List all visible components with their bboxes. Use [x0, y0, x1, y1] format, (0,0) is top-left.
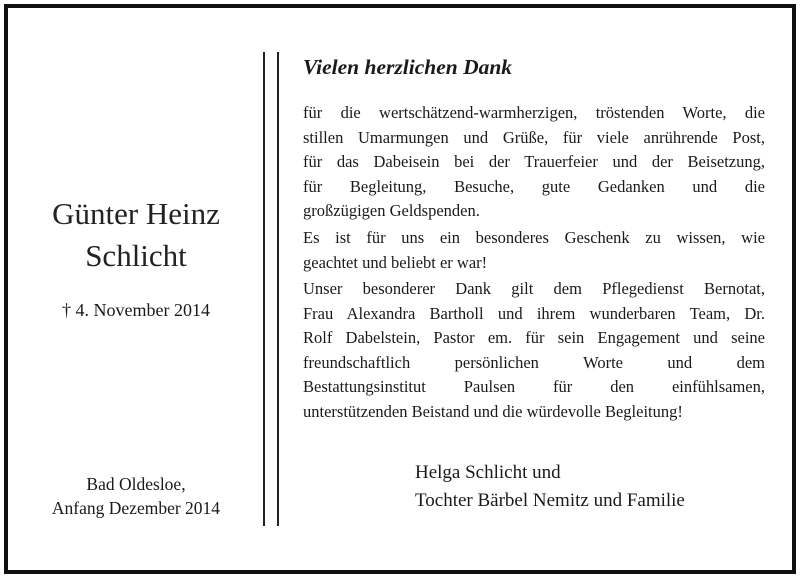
text-line: geachtet und beliebt er war!: [303, 252, 488, 272]
thank-you-text-column: [300, 8, 768, 570]
text-line: für Begleitung, Besuche, gute Gedanken und die: [303, 176, 765, 196]
obituary-thank-you-notice: [4, 4, 796, 574]
thank-you-heading: Vielen herzlichen Dank: [303, 55, 513, 79]
text-line: Rolf Dabelstein, Pastor em. für sein Engagement und seine: [303, 328, 765, 347]
place: Bad Oldesloe,: [86, 474, 186, 494]
text-line: Unser besonderer Dank gilt dem Pflegedienst Bernotat,: [303, 279, 765, 298]
deceased-name-line-1: Günter Heinz: [52, 196, 220, 231]
text-line: stillen Umarmungen und Grüße, für viele anrührende Post,: [303, 127, 765, 147]
thank-you-paragraph-3: [303, 277, 765, 424]
deceased-name-line-2: Schlicht: [85, 238, 187, 273]
vertical-divider: [277, 52, 279, 526]
thank-you-paragraph-2: [303, 226, 765, 275]
text-line: freundschaftlich persönlichen Worte und dem: [303, 352, 765, 372]
death-date: † 4. November 2014: [62, 300, 210, 320]
vertical-divider: [263, 52, 265, 526]
date: Anfang Dezember 2014: [51, 498, 221, 518]
place-and-date: [8, 472, 264, 520]
text-line: für das Dabeisein bei der Trauerfeier und der Beisetzung,: [303, 152, 765, 171]
text-line: Frau Alexandra Bartholl und ihrem wunderbaren Team, Dr.: [303, 303, 765, 323]
text-line: unterstützenden Beistand und die würdevolle Begleitung!: [303, 401, 683, 421]
deceased-name: [8, 193, 264, 277]
signer-line-1: Helga Schlicht und: [415, 462, 561, 483]
thank-you-paragraph-1: [303, 101, 765, 224]
signer-line-2: Tochter Bärbel Nemitz und Familie: [415, 490, 685, 511]
signers: [415, 459, 685, 515]
text-line: großzügigen Geldspenden.: [303, 201, 480, 220]
text-line: für die wertschätzend-warmherzigen, tröstenden Worte, die: [303, 103, 765, 122]
text-line: Bestattungsinstitut Paulsen für den einfühlsamen,: [303, 377, 765, 396]
text-line: Es ist für uns ein besonderes Geschenk zu wissen, wie: [303, 228, 765, 247]
deceased-info-column: [8, 8, 264, 570]
